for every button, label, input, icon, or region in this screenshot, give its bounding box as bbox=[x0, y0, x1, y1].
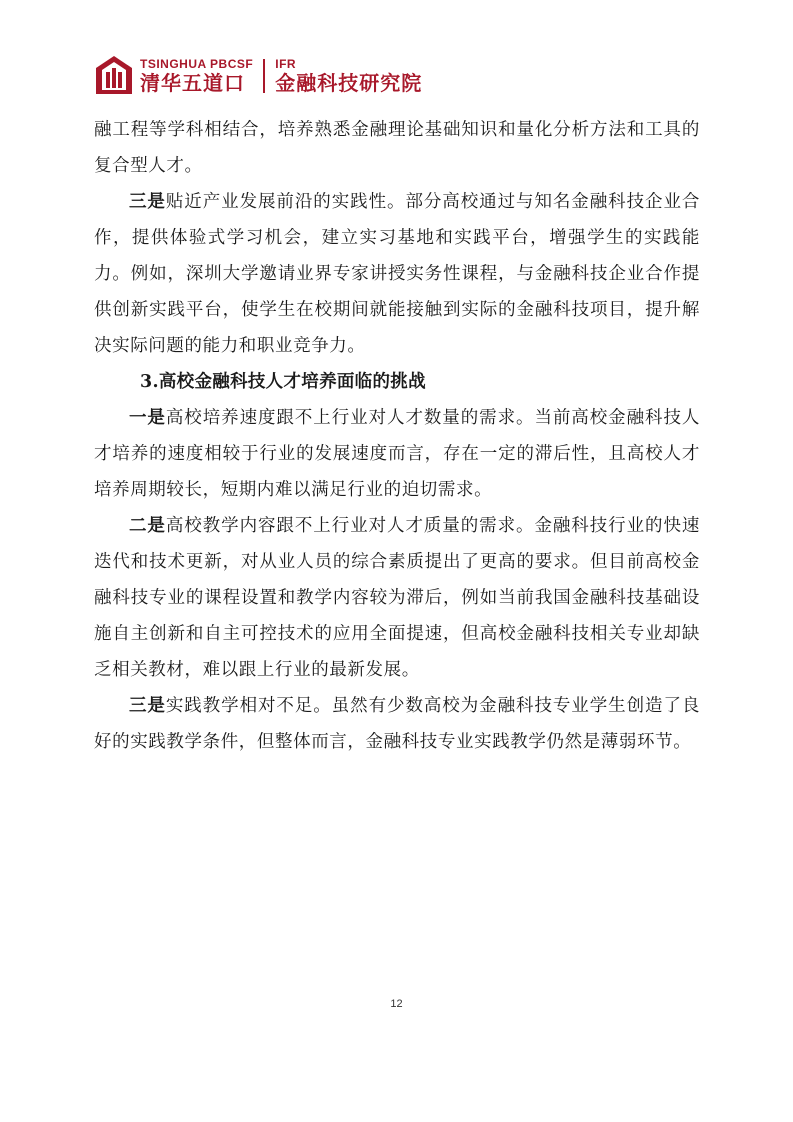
paragraph-text: 高校培养速度跟不上行业对人才数量的需求。当前高校金融科技人才培养的速度相较于行业的发展速度而言，存在一定的滞后性，且高校人才培养周期较长，短期内难以满足行业的迫切需求。 bbox=[94, 408, 700, 500]
section-heading: 3.高校金融科技人才培养面临的挑战 bbox=[140, 372, 426, 392]
institute-chinese-name: 金融科技研究院 bbox=[275, 71, 423, 95]
paragraph-text: 贴近产业发展前沿的实践性。部分高校通过与知名金融科技企业合作，提供体验式学习机会，建立实习基地和实践平台，增强学生的实践能力。例如，深圳大学邀请业界专家讲授实务性课程，与金融科技企业合作提供创新实践平台，使学生在校期间就能接触到实际的金融科技项目，提升解决实际问题的能力和职业竞争力。 bbox=[94, 192, 700, 356]
paragraph-challenge-two bbox=[94, 508, 700, 688]
tsinghua-pbcsf-emblem-icon bbox=[94, 54, 134, 98]
page-header bbox=[94, 52, 422, 100]
paragraph-lead: 三是 bbox=[129, 192, 166, 212]
institute-block bbox=[275, 57, 422, 95]
brand-divider bbox=[263, 59, 265, 93]
page-number: 12 bbox=[390, 998, 403, 1010]
paragraph-third-point bbox=[94, 184, 700, 364]
paragraph-continued: 融工程等学科相结合，培养熟悉金融理论基础知识和量化分析方法和工具的复合型人才。 bbox=[94, 120, 700, 176]
paragraph-lead: 三是 bbox=[129, 696, 166, 716]
paragraph-challenge-three bbox=[94, 688, 700, 760]
page-body bbox=[94, 112, 700, 760]
paragraph-lead: 一是 bbox=[129, 408, 166, 428]
paragraph-challenge-one bbox=[94, 400, 700, 508]
paragraph-text: 实践教学相对不足。虽然有少数高校为金融科技专业学生创造了良好的实践教学条件，但整体而言，金融科技专业实践教学仍然是薄弱环节。 bbox=[94, 696, 700, 752]
brand-english-name: TSINGHUA PBCSF bbox=[140, 57, 254, 71]
paragraph-text: 高校教学内容跟不上行业对人才质量的需求。金融科技行业的快速迭代和技术更新，对从业人员的综合素质提出了更高的要求。但目前高校金融科技专业的课程设置和教学内容较为滞后，例如当前我国金融科技基础设施自主创新和自主可控技术的应用全面提速，但高校金融科技相关专业却缺乏相关教材，难以跟上行业的最新发展。 bbox=[94, 516, 700, 680]
institute-english-name: IFR bbox=[275, 57, 297, 71]
brand-block bbox=[140, 57, 253, 95]
brand-chinese-name: 清华五道口 bbox=[140, 71, 245, 95]
paragraph-lead: 二是 bbox=[129, 516, 166, 536]
